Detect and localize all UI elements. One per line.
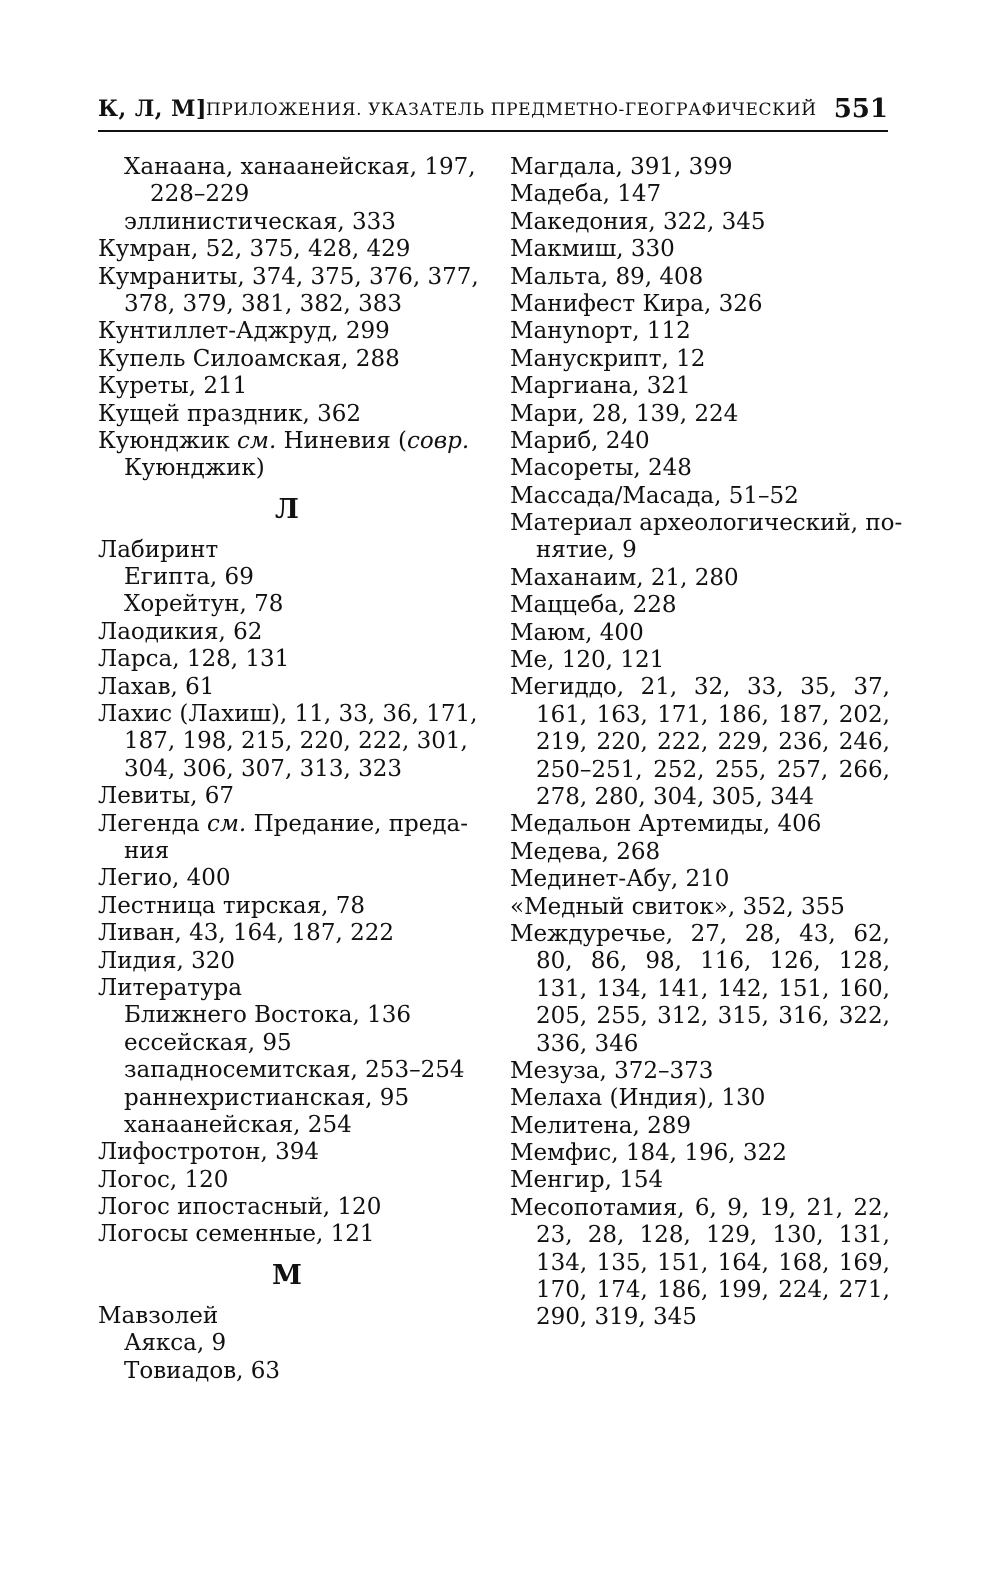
see-reference: см. [237,427,277,454]
index-entry: Лаодикия, 62 [98,618,263,645]
index-entry: Маханаим, 21, 280 [510,564,739,591]
left-column [98,154,479,1385]
index-entry: 219, 220, 222, 229, 236, 246, [536,729,890,756]
section-heading-l: Л [275,493,299,525]
index-entry: Масореты, 248 [510,455,692,482]
index-entry: Месопотамия, 6, 9, 19, 21, 22, [510,1194,890,1221]
index-entry: Медева, 268 [510,838,661,865]
index-entry: ния [124,837,170,864]
index-entry: Легио, 400 [98,865,231,892]
index-entry: Ме, 120, 121 [510,647,665,674]
index-entry: Куюнджик) [124,455,265,482]
page-number: 551 [833,94,888,124]
index-entry: Междуречье, 27, 28, 43, 62, [510,920,890,947]
index-entry: 134, 135, 151, 164, 168, 169, [536,1249,890,1276]
index-entry: 170, 174, 186, 199, 224, 271, [536,1277,890,1304]
abbreviation: совр. [407,427,470,454]
index-entry: Лахис (Лахиш), 11, 33, 36, 171, [98,701,478,728]
index-entry: Менгир, 154 [510,1167,664,1194]
index-entry: Макмиш, 330 [510,236,675,263]
index-entry: 378, 379, 381, 382, 383 [124,290,402,317]
index-entry: Мезуза, 372–373 [510,1057,714,1084]
index-entry: Аякса, 9 [124,1330,227,1357]
index-entry: 131, 134, 141, 142, 151, 160, [536,975,890,1002]
index-entry: 304, 306, 307, 313, 323 [124,755,402,782]
index-entry: Медальон Артемиды, 406 [510,811,822,838]
index-entry: Массада/Масада, 51–52 [510,482,799,509]
index-entry: нятие, 9 [536,537,637,564]
index-entry: Логос ипостасный, 120 [98,1194,382,1221]
index-entry: Мединет-Абу, 210 [510,866,730,893]
index-entry: Товиадов, 63 [124,1357,281,1384]
entry-target: Ниневия ( [283,427,408,454]
index-entry: ессейская, 95 [124,1029,292,1056]
index-entry: Мавзолей [98,1302,219,1329]
index-entry: Лидия, 320 [98,947,236,974]
index-entry: «Медный свиток», 352, 355 [510,893,845,920]
section-heading-m: М [272,1259,302,1291]
index-entry: Лабиринт [98,536,219,563]
index-entry: Хорейтун, 78 [124,591,284,618]
entry-term: Легенда [98,810,200,837]
index-entry: Мариб, 240 [510,427,650,454]
index-entry: 278, 280, 304, 305, 344 [536,783,814,810]
index-entry: западносемитская, 253–254 [124,1057,465,1084]
header-title: ПРИЛОЖЕНИЯ. УКАЗАТЕЛЬ ПРЕДМЕТНО-ГЕОГРАФИЧЕСКИЙ [206,100,817,120]
index-entry: Мадеба, 147 [510,181,662,208]
index-entry: 205, 255, 312, 315, 316, 322, [536,1003,890,1030]
index-entry: Лахав, 61 [98,673,215,700]
index-entry: Македония, 322, 345 [510,208,766,235]
index-entry [98,811,476,838]
index-entry [98,428,476,455]
index-entry: Маццеба, 228 [510,592,677,619]
index-entry: раннехристианская, 95 [124,1084,410,1111]
index-entry: Мануnорт, 112 [510,318,691,345]
index-entry: Ханаана, ханаанейская, 197, [124,154,476,180]
index-entry: ханаанейская, 254 [124,1111,352,1138]
index-entry: Магдала, 391, 399 [510,154,733,180]
index-entry: Мемфис, 184, 196, 322 [510,1140,787,1167]
index-entry: Мегиддо, 21, 32, 33, 35, 37, [510,674,890,701]
index-entry: Мелитена, 289 [510,1112,692,1139]
index-entry: Мелаха (Индия), 130 [510,1085,766,1112]
index-entry: Левиты, 67 [98,783,235,810]
index-entry: Лифостротон, 394 [98,1139,319,1166]
index-entry: 250–251, 252, 255, 257, 266, [536,756,890,783]
header-letters: К, Л, М] [98,96,207,122]
index-entry: Купель Силоамская, 288 [98,345,400,372]
entry-target: Предание, преда- [253,810,469,837]
index-entry: Лестница тирская, 78 [98,892,366,919]
page-header [98,94,888,132]
index-entry: 187, 198, 215, 220, 222, 301, [124,728,468,755]
index-entry: Манифест Кира, 326 [510,290,763,317]
index-entry: Кущей праздник, 362 [98,400,361,427]
right-column [510,154,903,1332]
index-entry: Мальта, 89, 408 [510,263,704,290]
index-entry: Куреты, 211 [98,373,248,400]
index-entry: эллинистическая, 333 [124,208,396,235]
index-entry: Кунтиллет-Аджруд, 299 [98,318,390,345]
index-entry: Маюм, 400 [510,619,644,646]
index-entry: 161, 163, 171, 186, 187, 202, [536,701,890,728]
index-entry: Манускрипт, 12 [510,345,706,372]
index-entry: Ливан, 43, 164, 187, 222 [98,920,394,947]
index-entry: Маргиана, 321 [510,373,691,400]
index-entry: 80, 86, 98, 116, 126, 128, [536,948,890,975]
index-entry: 23, 28, 128, 129, 130, 131, [536,1222,890,1249]
index-entry: Литература [98,974,242,1001]
index-entry: Логосы семенные, 121 [98,1221,375,1248]
index-entry: 228–229 [150,181,250,208]
index-entry: Логос, 120 [98,1166,229,1193]
index-entry: Мари, 28, 139, 224 [510,400,739,427]
index-entry: Египта, 69 [124,564,254,591]
see-reference: см. [206,810,247,837]
index-entry: Материал археологический, по- [510,510,903,537]
index-entry: 290, 319, 345 [536,1304,697,1331]
index-entry: Кумран, 52, 375, 428, 429 [98,236,411,263]
entry-term: Куюнджик [98,427,230,454]
index-entry: Кумраниты, 374, 375, 376, 377, [98,263,479,290]
index-entry: 336, 346 [536,1030,639,1057]
index-entry: Ларса, 128, 131 [98,646,290,673]
index-entry: Ближнего Востока, 136 [124,1002,411,1029]
